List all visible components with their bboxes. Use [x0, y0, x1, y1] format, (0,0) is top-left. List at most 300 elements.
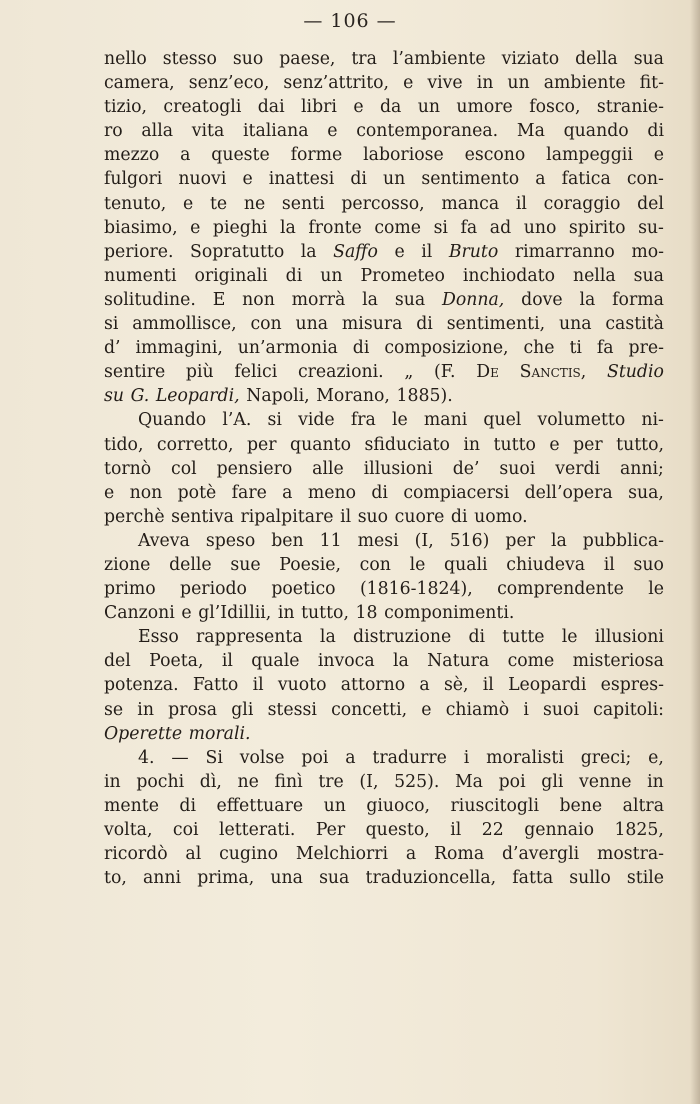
word: ammollisce, — [132, 314, 237, 335]
word: mesi — [357, 530, 399, 551]
word: to, — [104, 868, 127, 889]
word: lampeggii — [546, 145, 633, 166]
word: Leopardi — [508, 675, 587, 696]
word: con — [250, 314, 282, 335]
word: Fatto — [192, 675, 239, 696]
word: si — [267, 410, 282, 431]
word: primo — [104, 579, 156, 600]
word: non — [129, 482, 163, 503]
word: il — [450, 820, 462, 840]
word: la — [280, 217, 296, 238]
word: quale — [251, 651, 300, 672]
word: e — [181, 603, 192, 624]
word: su — [104, 386, 124, 407]
word: poetico — [271, 579, 336, 600]
word: biasimo, — [104, 217, 178, 238]
word: col — [171, 458, 197, 479]
word: G. — [130, 386, 150, 407]
text-line — [104, 770, 664, 794]
word: bene — [559, 795, 603, 816]
body-text — [104, 47, 664, 890]
word: nuovi — [178, 169, 227, 190]
word: espres- — [600, 675, 664, 696]
word: (I, — [359, 771, 379, 792]
word: le — [409, 554, 426, 575]
text-line — [104, 216, 664, 240]
word: quando — [563, 121, 629, 142]
text-line — [104, 577, 664, 601]
word: Morano, — [316, 386, 390, 407]
word: stranie- — [596, 97, 664, 118]
word: di — [352, 338, 370, 359]
word: in — [647, 771, 664, 792]
word: il — [221, 651, 233, 672]
text-line — [104, 794, 664, 818]
word: Quando — [138, 410, 207, 431]
word: Per — [315, 820, 346, 840]
word: fulgori — [104, 169, 163, 190]
text-line — [104, 288, 664, 312]
word: quali — [444, 554, 488, 575]
word: umore — [456, 97, 513, 118]
word: potenza. — [104, 675, 179, 696]
word: uno — [523, 217, 557, 238]
word: in — [277, 603, 295, 624]
word: e — [353, 97, 364, 118]
word: tizio, — [104, 97, 148, 118]
word: sua — [633, 49, 664, 69]
word: del — [637, 193, 664, 214]
word: chiamò — [445, 699, 510, 720]
word: anni — [142, 868, 182, 889]
word: le — [391, 410, 408, 431]
word: ne — [243, 193, 266, 214]
word: di — [371, 482, 388, 503]
word: e — [104, 482, 115, 503]
word: periore. — [104, 241, 174, 262]
word: Operette — [104, 723, 183, 744]
word: mo- — [631, 241, 664, 262]
word: e, — [648, 747, 664, 768]
word: la — [392, 651, 409, 672]
text-line — [104, 698, 664, 722]
word: traduzioncella, — [365, 868, 497, 889]
word: distruzione — [353, 627, 452, 648]
word: meno — [307, 482, 356, 503]
word: tutto, — [616, 434, 664, 455]
word: la — [300, 241, 317, 262]
word: greci; — [580, 747, 632, 768]
word: quel — [483, 410, 522, 431]
word: il — [482, 675, 494, 696]
word: riuscitogli — [450, 795, 539, 816]
word: Ma — [516, 121, 545, 142]
word: 1825, — [614, 820, 664, 840]
text-line — [104, 336, 664, 360]
word: laboriose — [363, 145, 444, 166]
word: il — [603, 554, 615, 575]
word: nello — [104, 49, 147, 69]
word: Sanctis, — [519, 362, 587, 383]
text-line — [104, 842, 664, 866]
word: Sopratutto — [190, 241, 285, 262]
word: 11 — [319, 530, 342, 551]
word: te — [209, 193, 228, 214]
word: numenti — [104, 265, 177, 286]
word: Esso — [138, 627, 179, 648]
text-line — [104, 457, 664, 481]
word: escono — [464, 145, 526, 166]
word: inchiodato — [462, 265, 555, 286]
word: quanto — [290, 434, 352, 455]
word: felici — [234, 362, 278, 383]
word: i — [463, 747, 470, 768]
word: morali. — [188, 723, 251, 744]
word: un — [323, 795, 346, 816]
word: alle — [312, 458, 344, 479]
word: da — [379, 97, 402, 118]
word: immagini, — [135, 338, 223, 359]
word: suo — [633, 554, 664, 575]
word: De — [476, 362, 499, 383]
word: sua, — [628, 482, 664, 503]
word: vive — [427, 73, 463, 94]
text-line — [104, 505, 664, 529]
word: senz’attrito, — [283, 73, 390, 94]
word: fatta — [512, 868, 554, 889]
word: 525). — [394, 771, 440, 792]
word: forme — [290, 145, 343, 166]
word: compiacersi — [403, 482, 510, 503]
word: letterati. — [218, 820, 296, 840]
word: volta, — [104, 820, 153, 840]
word: a — [180, 145, 191, 166]
word: a — [405, 844, 417, 865]
word: come — [374, 217, 422, 238]
word: in — [104, 771, 121, 792]
word: mani — [423, 410, 468, 431]
word: se — [104, 699, 124, 720]
word: le — [561, 627, 578, 648]
word: (I, — [414, 530, 434, 551]
word: Canzoni — [104, 603, 175, 624]
text-line — [104, 433, 664, 457]
word: morrà — [291, 289, 346, 310]
word: altra — [622, 795, 664, 816]
word: misura — [341, 314, 403, 335]
word: tre — [318, 771, 344, 792]
word: contemporanea. — [356, 121, 499, 142]
word: tenuto, — [104, 193, 167, 214]
word: coi — [172, 820, 199, 840]
word: misteriosa — [572, 651, 664, 672]
word: perchè — [104, 506, 165, 527]
word: a — [282, 482, 293, 503]
word: prima, — [197, 868, 255, 889]
word: componimenti. — [384, 603, 515, 624]
word: uomo. — [474, 506, 528, 527]
word: pochi — [136, 771, 185, 792]
word: sfiduciato — [364, 434, 450, 455]
word: Poesie, — [279, 554, 341, 575]
word: ambiente — [543, 73, 626, 94]
word: viziato — [501, 49, 560, 69]
word: dai — [257, 97, 285, 118]
word: suoi — [499, 458, 536, 479]
word: Si — [205, 747, 223, 768]
word: nella — [572, 265, 616, 286]
text-line — [104, 95, 664, 119]
word: un — [320, 265, 343, 286]
word: italiana — [243, 121, 309, 142]
word: suoi — [543, 699, 579, 720]
word: di — [350, 169, 367, 190]
word: si — [433, 217, 448, 238]
word: ne — [237, 771, 259, 792]
word: poi — [301, 747, 329, 768]
word: gli — [541, 771, 564, 792]
word: queste — [211, 145, 270, 166]
word: volumetto — [537, 410, 626, 431]
word: tutte — [502, 627, 545, 648]
word: a — [535, 169, 546, 190]
word: per — [505, 530, 535, 551]
word: per — [573, 434, 603, 455]
word: fa — [596, 338, 614, 359]
text-line — [104, 673, 664, 697]
word: illusioni — [363, 458, 433, 479]
word: solitudine. — [104, 289, 196, 310]
word: che — [523, 338, 555, 359]
word: anni; — [619, 458, 664, 479]
word: Natura — [427, 651, 490, 672]
word: fra — [350, 410, 376, 431]
word: stesso — [162, 49, 217, 69]
word: chiudeva — [506, 554, 586, 575]
word: questo, — [365, 820, 430, 840]
word: suo — [232, 49, 264, 69]
word: ben — [271, 530, 304, 551]
word: venne — [579, 771, 632, 792]
word: alla — [141, 121, 174, 142]
text-line — [104, 119, 664, 143]
word: Leopardi, — [155, 386, 240, 407]
word: a — [419, 675, 430, 696]
word: ni- — [641, 410, 664, 431]
text-line — [104, 47, 664, 71]
word: si — [104, 314, 119, 335]
word: per — [247, 434, 277, 455]
word: e — [190, 217, 201, 238]
word: un — [382, 169, 406, 190]
word: fit- — [639, 73, 664, 94]
word: sua — [394, 289, 426, 310]
word: concetti, — [331, 699, 408, 720]
word: tra — [351, 49, 377, 69]
word: gennaio — [524, 820, 594, 840]
text-line — [104, 529, 664, 553]
text-line — [104, 746, 664, 770]
word: ro — [104, 121, 123, 142]
word: Prometeo — [360, 265, 445, 286]
word: mente — [104, 795, 159, 816]
text-line — [104, 625, 664, 649]
word: periodo — [180, 579, 247, 600]
word: tutto — [493, 434, 536, 455]
word: sentimenti, — [446, 314, 546, 335]
word: percosso, — [341, 193, 425, 214]
text-line — [104, 481, 664, 505]
word: fa — [460, 217, 478, 238]
word: tutto, — [301, 603, 349, 624]
word: Donna, — [441, 289, 505, 310]
word: non — [242, 289, 275, 310]
word: Saffo — [333, 241, 378, 262]
word: i — [523, 699, 529, 720]
word: camera, — [104, 73, 175, 94]
word: spirito — [568, 217, 626, 238]
word: una — [270, 868, 303, 889]
word: poi — [498, 771, 526, 792]
word: le — [648, 579, 664, 600]
word: Roma — [434, 844, 485, 865]
text-line — [104, 384, 664, 408]
word: zione — [104, 554, 151, 575]
word: attorno — [340, 675, 406, 696]
word: il — [421, 241, 433, 262]
word: pubblica- — [582, 530, 664, 551]
text-line — [104, 408, 664, 432]
word: pieghi — [212, 217, 268, 238]
word: con — [359, 554, 391, 575]
text-line — [104, 866, 664, 890]
word: e — [403, 73, 414, 94]
word: su- — [638, 217, 664, 238]
word: il — [252, 675, 264, 696]
word: più — [185, 362, 214, 383]
word: sue — [230, 554, 261, 575]
word: mezzo — [104, 145, 160, 166]
word: vuoto — [277, 675, 327, 696]
word: Aveva — [138, 530, 190, 551]
word: dì, — [199, 771, 222, 792]
word: stessi — [267, 699, 317, 720]
word: in — [476, 73, 494, 94]
word: moralisti — [486, 747, 564, 768]
word: paese, — [279, 49, 336, 69]
word: — — [171, 747, 189, 768]
word: pensiero — [216, 458, 293, 479]
word: il — [515, 193, 527, 214]
word: effettuare — [216, 795, 304, 816]
word: la — [319, 627, 336, 648]
word: vita — [191, 121, 225, 142]
word: cuore — [394, 506, 445, 527]
word: sua — [633, 265, 664, 286]
word: 22 — [481, 820, 504, 840]
word: la — [362, 289, 378, 310]
word: la — [579, 289, 596, 310]
text-line — [104, 192, 664, 216]
word: 4. — [138, 747, 155, 768]
word: e — [183, 193, 194, 214]
word: prosa — [168, 699, 218, 720]
word: sè, — [443, 675, 469, 696]
word: rimarranno — [514, 241, 615, 262]
word: mostra- — [596, 844, 664, 865]
word: fare — [231, 482, 267, 503]
word: della — [575, 49, 618, 69]
word: e — [394, 241, 405, 262]
word: di — [416, 314, 433, 335]
text-line — [104, 601, 664, 625]
word: originali — [194, 265, 268, 286]
word: con- — [626, 169, 664, 190]
text-line — [104, 818, 664, 842]
word: rappresenta — [196, 627, 303, 648]
word: al — [185, 844, 202, 865]
text-line — [104, 553, 664, 577]
word: libri — [301, 97, 337, 118]
word: illusioni — [594, 627, 664, 648]
word: corretto, — [156, 434, 234, 455]
word: comprendente — [497, 579, 624, 600]
page-number: — 106 — — [303, 10, 397, 32]
word: il — [340, 506, 352, 527]
word: Studio — [607, 362, 664, 383]
word: e — [549, 434, 560, 455]
word: senz’eco, — [188, 73, 270, 94]
word: e — [327, 121, 338, 142]
word: E — [212, 289, 226, 310]
word: e — [421, 699, 432, 720]
word: fatica — [561, 169, 611, 190]
word: dove — [521, 289, 563, 310]
page-edge-shadow — [690, 0, 700, 1104]
word: giuoco, — [366, 795, 431, 816]
word: 1885). — [396, 386, 453, 407]
word: sua — [319, 868, 350, 889]
word: Napoli, — [246, 386, 310, 407]
word: suo — [357, 506, 389, 527]
word: ti — [569, 338, 582, 359]
word: d’ — [104, 338, 121, 359]
word: volse — [239, 747, 285, 768]
word: pre- — [628, 338, 664, 359]
word: del — [104, 651, 131, 672]
word: l’ambiente — [392, 49, 486, 69]
word: di — [468, 627, 486, 648]
word: 516) — [449, 530, 490, 551]
word: di — [450, 506, 468, 527]
word: coraggio — [543, 193, 621, 214]
word: „ — [404, 362, 414, 383]
word: in — [137, 699, 154, 720]
word: sentire — [104, 362, 166, 383]
word: creazioni. — [297, 362, 384, 383]
word: tradurre — [372, 747, 447, 768]
word: Bruto — [448, 241, 499, 262]
word: un’armonia — [237, 338, 338, 359]
word: di — [647, 121, 664, 142]
word: inattesi — [268, 169, 335, 190]
word: un — [417, 97, 440, 118]
text-line — [104, 143, 664, 167]
word: Ma — [454, 771, 483, 792]
word: invoca — [317, 651, 375, 672]
word: in — [463, 434, 481, 455]
word: ricordò — [104, 844, 168, 865]
